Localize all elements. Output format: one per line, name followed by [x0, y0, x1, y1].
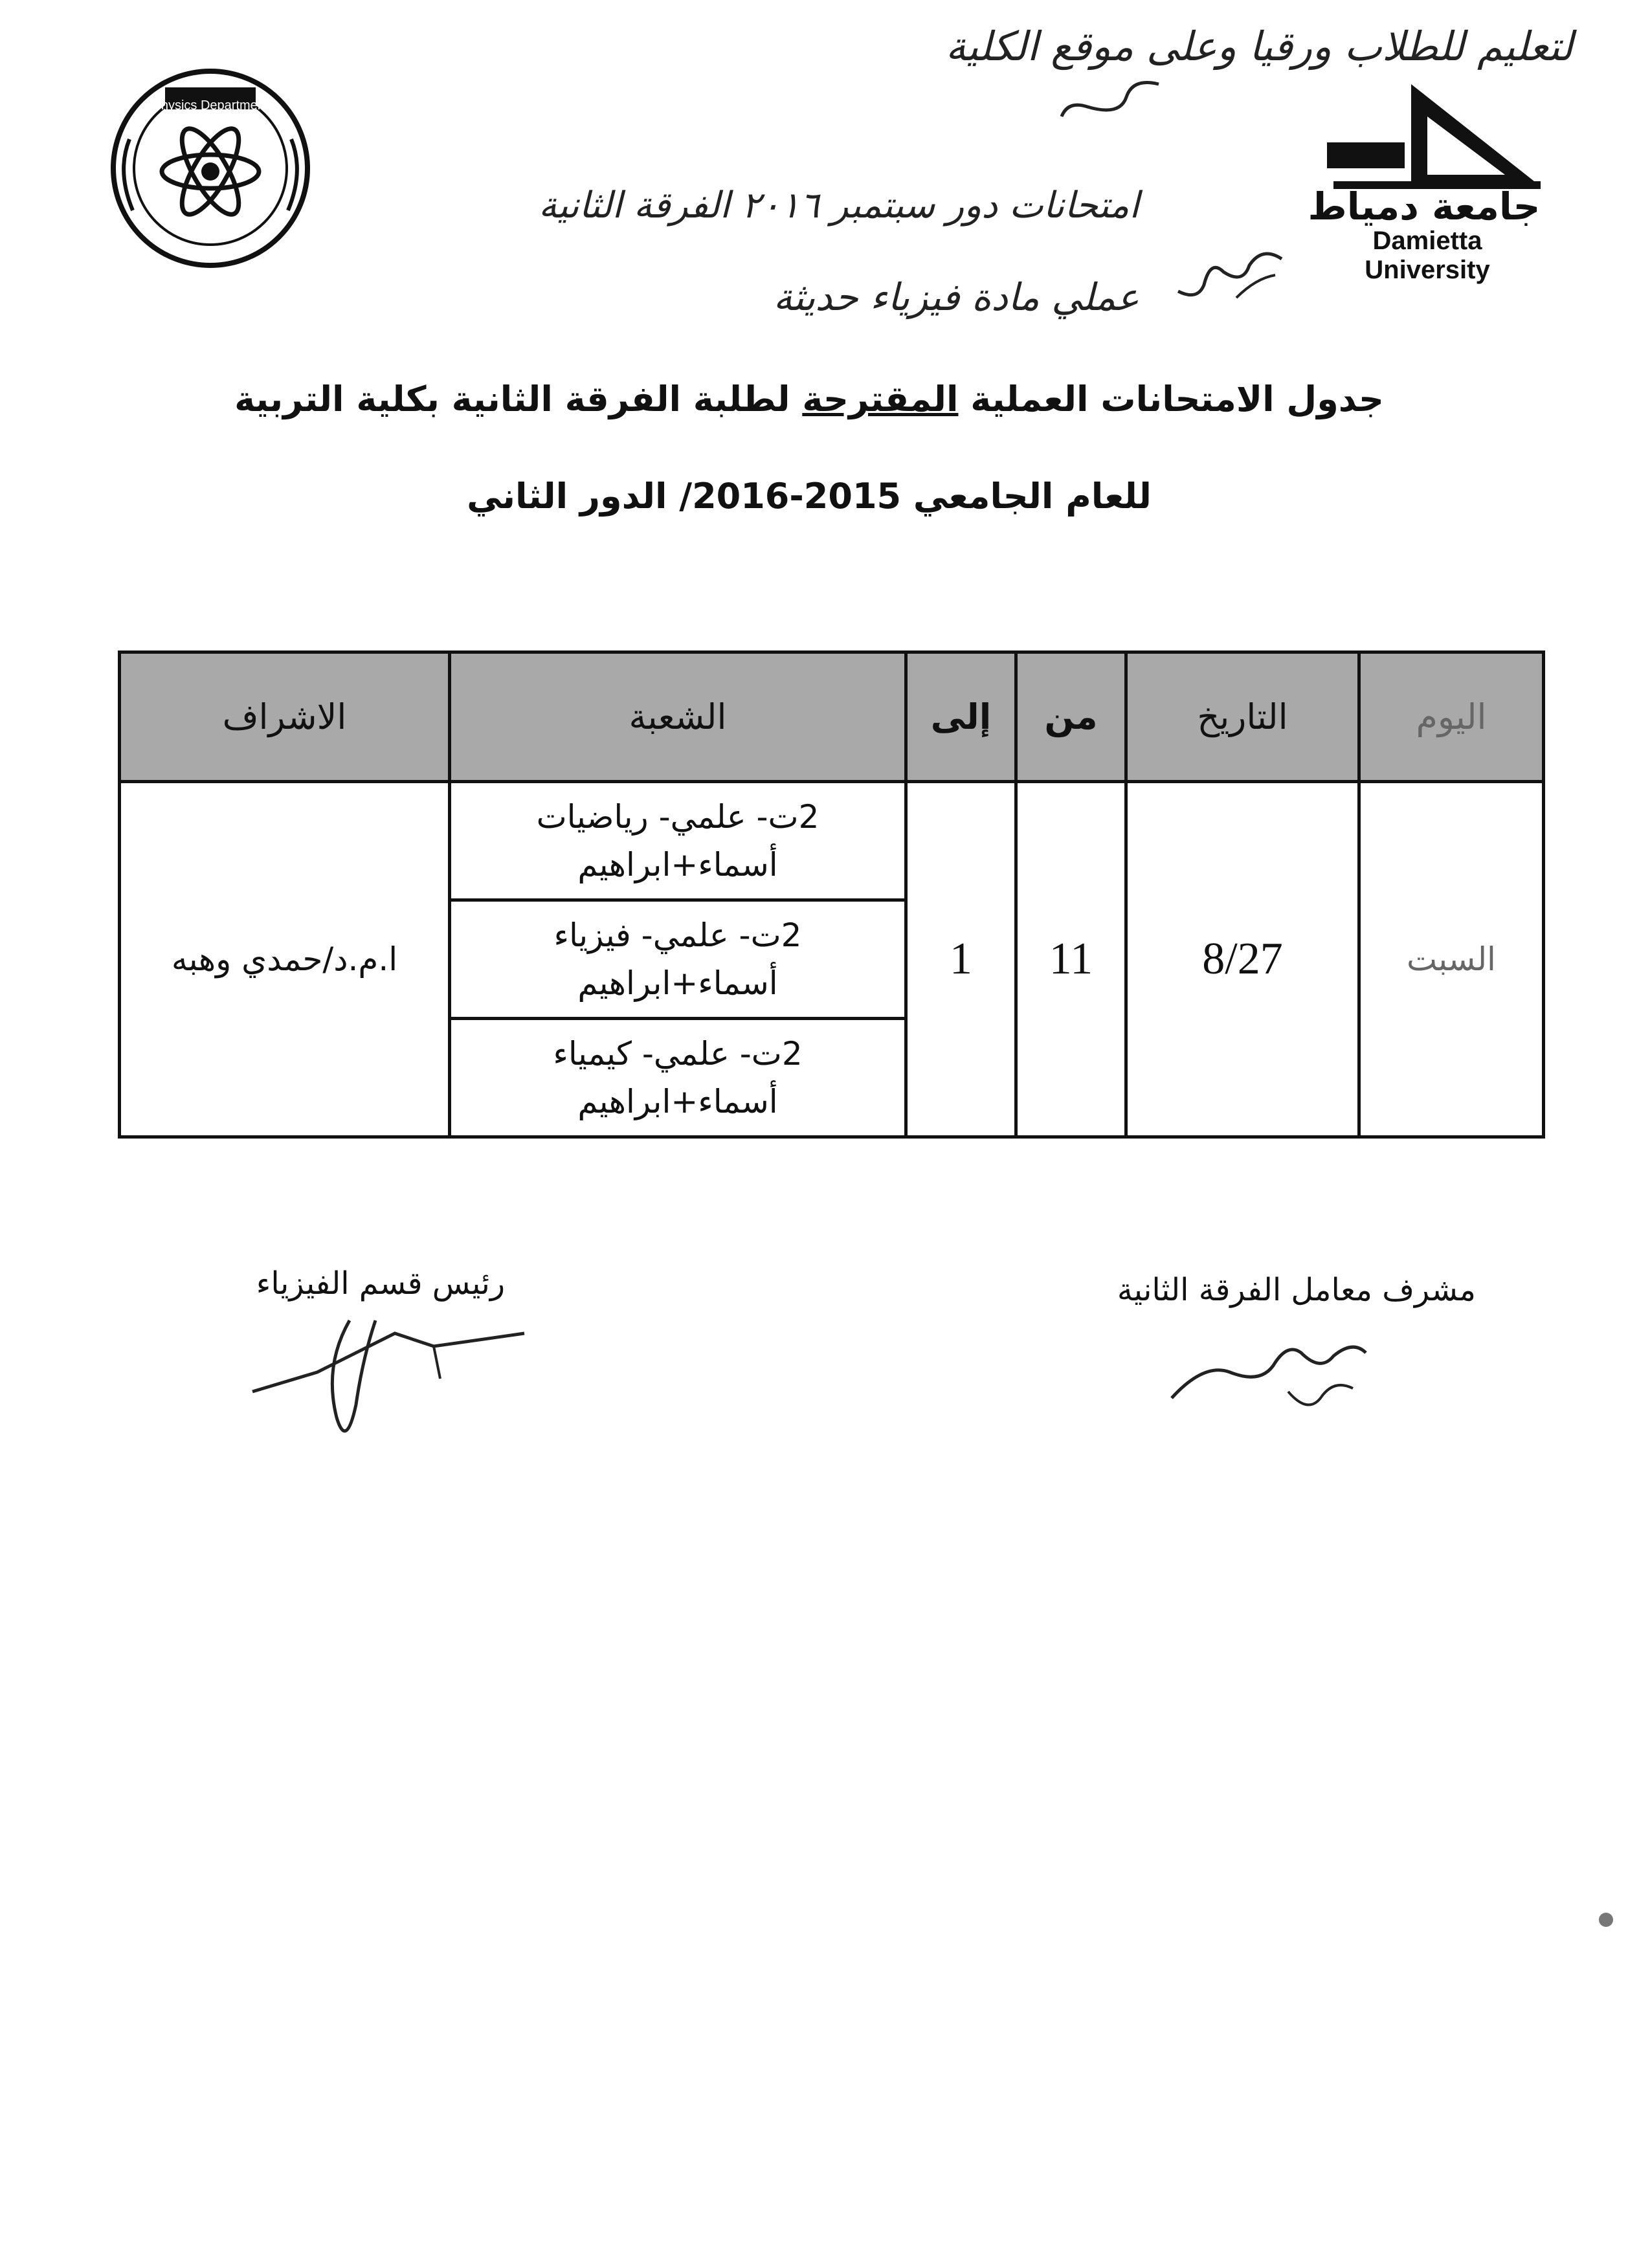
physics-department-logo: [104, 61, 317, 275]
header-day: اليوم: [1359, 652, 1544, 782]
lab-supervisor-signature: [1159, 1327, 1379, 1424]
handwritten-subject: عملي مادة فيزياء حديثة: [773, 275, 1139, 319]
branch-name: 2ت- علمي- فيزياء: [553, 917, 802, 954]
handwritten-note-top: لتعليم للطلاب ورقيا وعلى موقع الكلية: [945, 23, 1573, 70]
table-row: [120, 782, 1544, 900]
university-name-english: Damietta University: [1365, 227, 1490, 284]
cell-branch: [450, 782, 906, 900]
handwritten-initial-mark: [1165, 239, 1288, 311]
cell-day: السبت: [1359, 782, 1544, 1137]
branch-name: 2ت- علمي- كيمياء: [553, 1035, 803, 1073]
cell-supervision: ا.م.د/حمدي وهبه: [120, 782, 450, 1137]
cell-branch: [450, 900, 906, 1019]
header-from: من: [1016, 652, 1126, 782]
header-date: التاريخ: [1126, 652, 1359, 782]
branch-staff: أسماء+ابراهيم: [577, 1083, 778, 1120]
university-name-arabic: جامعة دمياط: [1308, 184, 1541, 228]
cell-branch: [450, 1019, 906, 1137]
physics-head-signature: [240, 1307, 550, 1456]
handwritten-exam-session: امتحانات دور سبتمبر ٢٠١٦ الفرقة الثانية: [538, 184, 1139, 227]
lab-supervisor-label: مشرف معامل الفرقة الثانية: [1117, 1272, 1476, 1308]
header-supervision: الاشراف: [120, 652, 450, 782]
cell-date: 8/27: [1126, 782, 1359, 1137]
scan-mark: [1599, 1913, 1613, 1927]
physics-head-label: رئيس قسم الفيزياء: [256, 1265, 505, 1302]
header-branch: الشعبة: [450, 652, 906, 782]
document-subtitle: للعام الجامعي 2015-2016/ الدور الثاني: [467, 476, 1152, 517]
table-header-row: [120, 652, 1544, 782]
left-logo-text: Physics Department: [152, 98, 269, 113]
document-title: جدول الامتحانات العملية المقترحة لطلبة الفرقة الثانية بكلية التربية: [234, 379, 1384, 419]
cell-to: 1: [906, 782, 1016, 1137]
cell-from: 11: [1016, 782, 1126, 1137]
branch-staff: أسماء+ابراهيم: [577, 964, 778, 1002]
header-to: إلى: [906, 652, 1016, 782]
exam-schedule-table: [118, 650, 1545, 1139]
branch-name: 2ت- علمي- رياضيات: [536, 798, 820, 836]
branch-staff: أسماء+ابراهيم: [577, 846, 778, 884]
handwritten-signature-top: [1049, 71, 1172, 129]
